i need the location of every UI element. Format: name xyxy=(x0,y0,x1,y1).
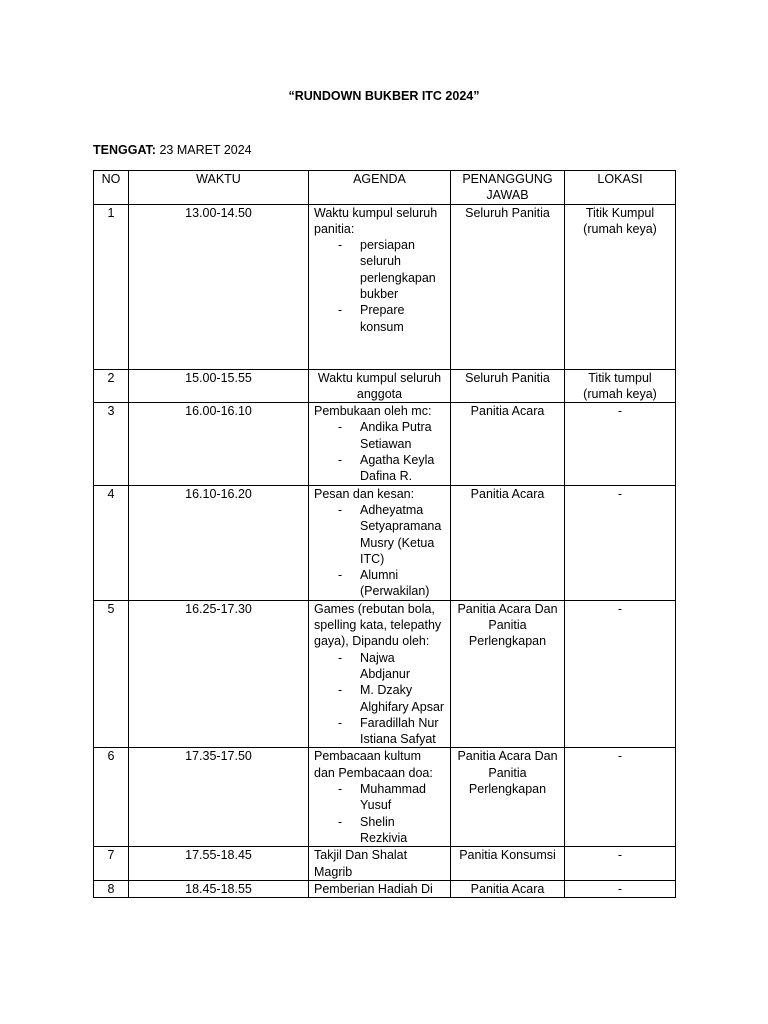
agenda-item-text: Faradillah Nur Istiana Safyat xyxy=(360,715,439,747)
agenda-item-text: persiapan seluruh perlengkapan bukber xyxy=(360,238,436,302)
row-waktu: 16.25-17.30 xyxy=(129,600,309,748)
agenda-item-text: Andika Putra Setiawan xyxy=(360,420,432,451)
row-agenda xyxy=(309,880,451,897)
agenda-list-item xyxy=(314,419,445,452)
table-row xyxy=(94,880,676,897)
dash-bullet-icon: - xyxy=(338,683,343,698)
row-penanggung-jawab: Seluruh Panitia xyxy=(451,204,565,369)
row-lokasi: Titik Kumpul (rumah keya) xyxy=(565,204,676,369)
row-agenda xyxy=(309,369,451,403)
table-row xyxy=(94,600,676,748)
dash-bullet-icon: - xyxy=(338,568,343,583)
row-penanggung-jawab: Panitia Acara Dan Panitia Perlengkapan xyxy=(451,600,565,748)
deadline-label: TENGGAT: xyxy=(93,143,156,157)
row-agenda xyxy=(309,600,451,748)
row-waktu: 17.55-18.45 xyxy=(129,847,309,881)
agenda-text: Pemberian Hadiah Di xyxy=(314,881,433,896)
row-no: 3 xyxy=(94,403,129,485)
agenda-text: Waktu kumpul seluruh panitia: xyxy=(314,205,438,236)
table-body xyxy=(94,204,676,898)
agenda-list-item xyxy=(314,302,445,335)
row-penanggung-jawab: Seluruh Panitia xyxy=(451,369,565,403)
agenda-list-item xyxy=(314,814,445,847)
row-penanggung-jawab: Panitia Konsumsi xyxy=(451,847,565,881)
agenda-list xyxy=(314,237,445,335)
row-no: 6 xyxy=(94,748,129,847)
agenda-item-text: Muhammad Yusuf xyxy=(360,782,426,813)
dash-bullet-icon: - xyxy=(338,453,343,468)
row-penanggung-jawab: Panitia Acara Dan Panitia Perlengkapan xyxy=(451,748,565,847)
row-lokasi: - xyxy=(565,600,676,748)
table-row xyxy=(94,748,676,847)
row-waktu: 16.10-16.20 xyxy=(129,485,309,600)
agenda-list-item xyxy=(314,781,445,814)
dash-bullet-icon: - xyxy=(338,650,343,665)
agenda-list xyxy=(314,781,445,846)
agenda-item-text: Alumni (Perwakilan) xyxy=(360,568,430,599)
table-row xyxy=(94,485,676,600)
row-waktu: 16.00-16.10 xyxy=(129,403,309,485)
agenda-item-text: Adheyatma Setyapramana Musry (Ketua ITC) xyxy=(360,502,442,566)
table-header-row xyxy=(94,171,676,205)
agenda-list-item xyxy=(314,650,445,683)
table-row xyxy=(94,369,676,403)
row-agenda xyxy=(309,847,451,881)
row-lokasi: - xyxy=(565,880,676,897)
row-no: 7 xyxy=(94,847,129,881)
row-lokasi: - xyxy=(565,485,676,600)
row-no: 4 xyxy=(94,485,129,600)
agenda-list-item xyxy=(314,567,445,600)
header-penanggung-jawab: PENANGGUNG JAWAB xyxy=(451,171,565,205)
dash-bullet-icon: - xyxy=(338,502,343,517)
dash-bullet-icon: - xyxy=(338,782,343,797)
row-waktu: 17.35-17.50 xyxy=(129,748,309,847)
agenda-list-item xyxy=(314,237,445,302)
row-no: 5 xyxy=(94,600,129,748)
table-row xyxy=(94,204,676,369)
row-lokasi: - xyxy=(565,847,676,881)
table-row xyxy=(94,847,676,881)
header-lokasi: LOKASI xyxy=(565,171,676,205)
agenda-list-item xyxy=(314,715,445,748)
row-penanggung-jawab: Panitia Acara xyxy=(451,880,565,897)
row-lokasi: - xyxy=(565,748,676,847)
agenda-item-text: Najwa Abdjanur xyxy=(360,650,411,681)
table-row xyxy=(94,403,676,485)
row-agenda xyxy=(309,204,451,369)
header-no: NO xyxy=(94,171,129,205)
dash-bullet-icon: - xyxy=(338,715,343,730)
agenda-item-text: Agatha Keyla Dafina R. xyxy=(360,453,435,484)
row-no: 8 xyxy=(94,880,129,897)
agenda-item-text: Shelin Rezkivia xyxy=(360,814,408,845)
agenda-list-item xyxy=(314,502,445,567)
header-waktu: WAKTU xyxy=(129,171,309,205)
row-agenda xyxy=(309,485,451,600)
rundown-table xyxy=(93,170,676,898)
row-no: 1 xyxy=(94,204,129,369)
deadline-line xyxy=(93,143,252,157)
dash-bullet-icon: - xyxy=(338,814,343,829)
row-waktu: 13.00-14.50 xyxy=(129,204,309,369)
row-lokasi: - xyxy=(565,403,676,485)
agenda-list xyxy=(314,650,445,748)
agenda-item-text: M. Dzaky Alghifary Apsar xyxy=(360,683,445,714)
deadline-value: 23 MARET 2024 xyxy=(155,143,252,157)
row-no: 2 xyxy=(94,369,129,403)
agenda-list xyxy=(314,502,445,600)
agenda-text: Pembukaan oleh mc: xyxy=(314,404,432,419)
agenda-text: Pembacaan kultum dan Pembacaan doa: xyxy=(314,749,433,780)
row-penanggung-jawab: Panitia Acara xyxy=(451,403,565,485)
row-agenda xyxy=(309,748,451,847)
row-waktu: 15.00-15.55 xyxy=(129,369,309,403)
row-lokasi: Titik tumpul (rumah keya) xyxy=(565,369,676,403)
agenda-text: Games (rebutan bola, spelling kata, telepathy gaya), Dipandu oleh: xyxy=(314,601,442,649)
header-agenda: AGENDA xyxy=(309,171,451,205)
agenda-text: Takjil Dan Shalat Magrib xyxy=(314,848,408,879)
agenda-list-item xyxy=(314,682,445,715)
agenda-item-text: Prepare konsum xyxy=(360,303,405,334)
dash-bullet-icon: - xyxy=(338,238,343,253)
dash-bullet-icon: - xyxy=(338,303,343,318)
document-title: “RUNDOWN BUKBER ITC 2024” xyxy=(288,89,480,103)
row-agenda xyxy=(309,403,451,485)
row-waktu: 18.45-18.55 xyxy=(129,880,309,897)
row-penanggung-jawab: Panitia Acara xyxy=(451,485,565,600)
agenda-list xyxy=(314,419,445,484)
agenda-list-item xyxy=(314,452,445,485)
agenda-text: Pesan dan kesan: xyxy=(314,486,415,501)
dash-bullet-icon: - xyxy=(338,420,343,435)
agenda-text: Waktu kumpul seluruh anggota xyxy=(317,370,442,401)
